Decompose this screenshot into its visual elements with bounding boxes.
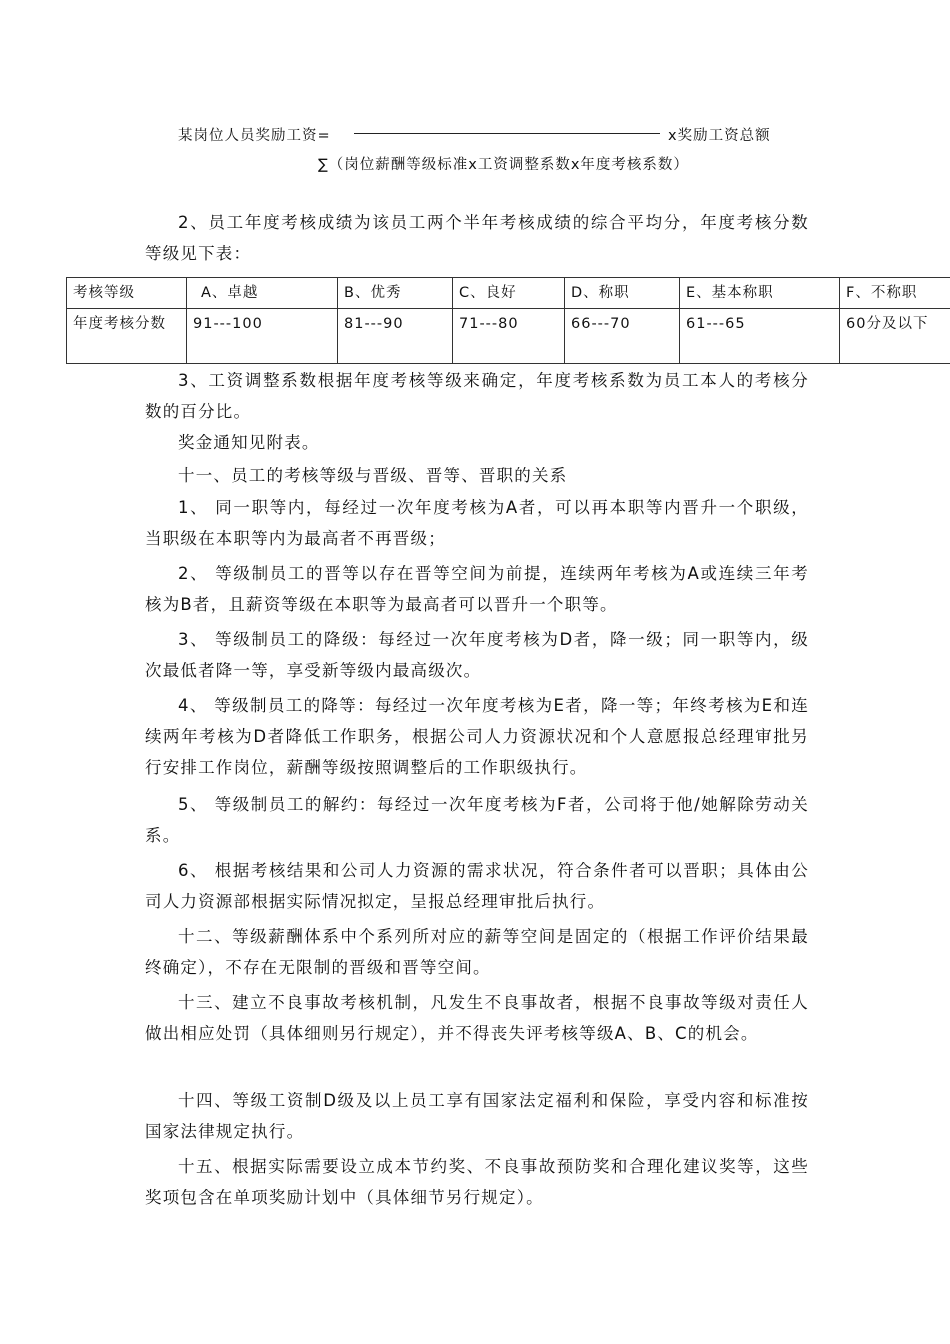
table-header-cell: E、基本称职: [680, 278, 840, 309]
grade-table: [66, 277, 950, 364]
table-header-cell: 考核等级: [67, 278, 187, 309]
table-cell: 60分及以下: [840, 309, 950, 364]
section-13: 十三、建立不良事故考核机制，凡发生不良事故者，根据不良事故等级对责任人做出相应处罚（具体细则另行规定），并不得丧失评考核等级A、B、C的机会。: [145, 993, 809, 1043]
paragraph-3: 3、工资调整系数根据年度考核等级来确定，年度考核系数为员工本人的考核分数的百分比。: [145, 371, 809, 421]
paragraph-11-3: 3、 等级制员工的降级：每经过一次年度考核为D者，降一级；同一职等内，级次最低者降一等，享受新等级内最高级次。: [145, 630, 809, 680]
table-cell: 66---70: [565, 309, 680, 364]
formula-left-text: 某岗位人员奖励工资=: [178, 128, 331, 144]
fraction-line: [354, 133, 660, 134]
paragraph-intro: 2、员工年度考核成绩为该员工两个半年考核成绩的综合平均分，年度考核分数等级见下表：: [145, 213, 809, 263]
table-cell: 61---65: [680, 309, 840, 364]
table-cell: 71---80: [453, 309, 565, 364]
paragraph-11-4: 4、 等级制员工的降等：每经过一次年度考核为E者，降一等；年终考核为E和连续两年考核为D者降低工作职务，根据公司人力资源状况和个人意愿报总经理审批另行安排工作岗位，薪酬等级按照调整后的工作职级执行。: [145, 696, 809, 777]
formula-right-text: x奖励工资总额: [668, 128, 771, 144]
table-cell: 年度考核分数: [67, 309, 187, 364]
table-header-cell: C、良好: [453, 278, 565, 309]
table-header-row: [67, 278, 950, 309]
section-14: 十四、等级工资制D级及以上员工享有国家法定福利和保险，享受内容和标准按国家法律规定执行。: [145, 1091, 809, 1141]
paragraph-11-2: 2、 等级制员工的晋等以存在晋等空间为前提，连续两年考核为A或连续三年考核为B者，且薪资等级在本职等为最高者可以晋升一个职等。: [145, 564, 809, 614]
section-12: 十二、等级薪酬体系中个系列所对应的薪等空间是固定的（根据工作评价结果最终确定），不存在无限制的晋级和晋等空间。: [145, 927, 809, 977]
table-cell: 81---90: [338, 309, 453, 364]
table-cell: 91---100: [187, 309, 338, 364]
paragraph-11-6: 6、 根据考核结果和公司人力资源的需求状况，符合条件者可以晋职；具体由公司人力资源部根据实际情况拟定，呈报总经理审批后执行。: [145, 861, 809, 911]
paragraph-11-5: 5、 等级制员工的解约：每经过一次年度考核为F者，公司将于他/她解除劳动关系。: [145, 795, 809, 845]
table-header-cell: A、卓越: [187, 278, 338, 309]
table-row: [67, 309, 950, 364]
section-heading-11: 十一、员工的考核等级与晋级、晋等、晋职的关系: [178, 466, 568, 485]
table-header-cell: D、称职: [565, 278, 680, 309]
paragraph-bonus-notice: 奖金通知见附表。: [178, 433, 320, 452]
section-15: 十五、根据实际需要设立成本节约奖、不良事故预防奖和合理化建议奖等，这些奖项包含在单项奖励计划中（具体细节另行规定）。: [145, 1157, 809, 1207]
paragraph-11-1: 1、 同一职等内，每经过一次年度考核为A者，可以再本职等内晋升一个职级，当职级在本职等内为最高者不再晋级；: [145, 498, 809, 548]
formula-denominator: ∑（岗位薪酬等级标准x工资调整系数x年度考核系数）: [318, 157, 689, 173]
table-header-cell: F、不称职: [840, 278, 950, 309]
table-header-cell: B、优秀: [338, 278, 453, 309]
